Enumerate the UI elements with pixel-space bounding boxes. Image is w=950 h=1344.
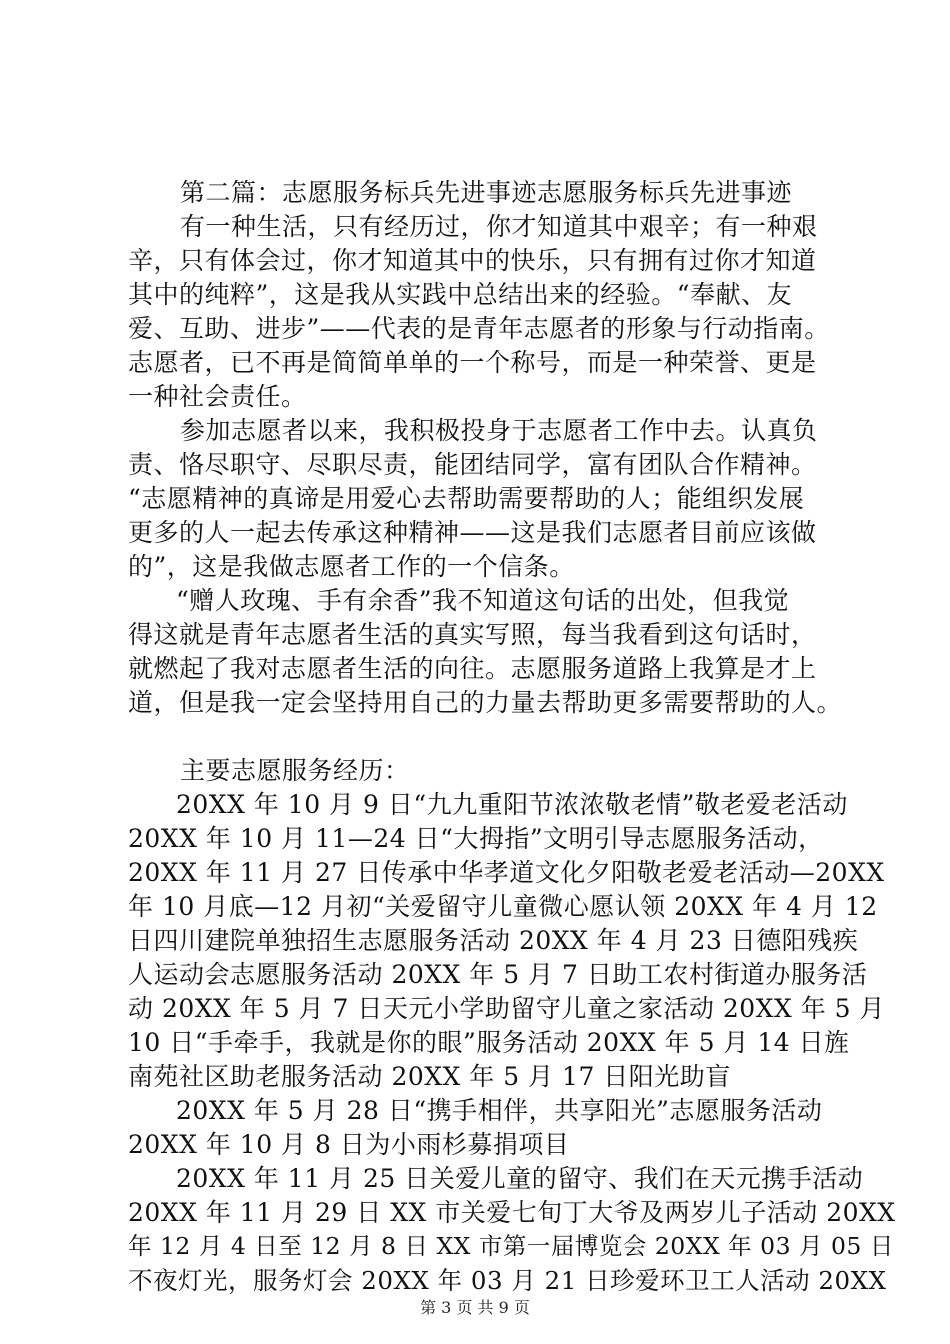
text-line: 20XX 年 10 月 9 日“九九重阳节浓浓敬老情”敬老爱老活动 (176, 790, 848, 819)
text-line: “志愿精神的真谛是用爱心去帮助需要帮助的人；能组织发展 (128, 484, 805, 513)
text-line: 日四川建院单独招生志愿服务活动 20XX 年 4 月 23 日德阳残疾 (128, 926, 859, 955)
text-line: 20XX 年 11 月 29 日 XX 市关爱七旬丁大爷及两岁儿子活动 20XX (128, 1198, 896, 1227)
text-line: 南苑社区助老服务活动 20XX 年 5 月 17 日阳光助盲 (128, 1062, 731, 1091)
text-line: 动 20XX 年 5 月 7 日天元小学助留守儿童之家活动 20XX 年 5 月 (128, 994, 886, 1023)
text-line: 责、恪尽职守、尽职尽责，能团结同学，富有团队合作精神。 (128, 450, 817, 479)
text-line: 参加志愿者以来，我积极投身于志愿者工作中去。认真负 (180, 416, 818, 445)
text-line: “赠人玫瑰、手有余香”我不知道这句话的出处，但我觉 (176, 586, 790, 615)
text-line: 20XX 年 10 月 8 日为小雨杉募捐项目 (128, 1130, 570, 1159)
text-line: 人运动会志愿服务活动 20XX 年 5 月 7 日助工农村街道办服务活 (128, 960, 868, 989)
text-line: 有一种生活，只有经历过，你才知道其中艰辛；有一种艰 (180, 212, 818, 241)
text-line: 年 10 月底—12 月初“关爱留守儿童微心愿认领 20XX 年 4 月 12 (128, 892, 878, 921)
page-number-footer: 第 3 页 共 9 页 (420, 1298, 530, 1317)
text-line: 得这就是青年志愿者生活的真实写照，每当我看到这句话时， (128, 620, 817, 649)
text-line: 年 12 月 4 日至 12 月 8 日 XX 市第一届博览会 20XX 年 03 月 05 日 (128, 1232, 894, 1260)
text-line: 道，但是我一定会坚持用自己的力量去帮助更多需要帮助的人。 (128, 688, 843, 717)
text-line: 其中的纯粹”，这是我从实践中总结出来的经验。“奉献、友 (128, 280, 793, 309)
document-title: 第二篇：志愿服务标兵先进事迹志愿服务标兵先进事迹 (180, 178, 793, 207)
text-line: 爱、互助、进步”——代表的是青年志愿者的形象与行动指南。 (128, 314, 830, 343)
text-line: 更多的人一起去传承这种精神——这是我们志愿者目前应该做 (128, 518, 817, 547)
text-line: 20XX 年 11 月 25 日关爱儿童的留守、我们在天元携手活动 (176, 1164, 864, 1193)
text-line: 20XX 年 11 月 27 日传承中华孝道文化夕阳敬老爱老活动—20XX (128, 858, 885, 887)
text-line: 一种社会责任。 (128, 382, 307, 411)
text-line: 的”，这是我做志愿者工作的一个信条。 (128, 552, 575, 581)
text-line: 10 日“手牵手，我就是你的眼”服务活动 20XX 年 5 月 14 日旌 (128, 1028, 850, 1057)
text-line: 不夜灯光，服务灯会 20XX 年 03 月 21 日珍爱环卫工人活动 20XX (128, 1266, 887, 1295)
text-line: 就燃起了我对志愿者生活的向往。志愿服务道路上我算是才上 (128, 654, 817, 683)
text-line: 20XX 年 10 月 11—24 日“大拇指”文明引导志愿服务活动， (128, 824, 824, 853)
section-heading: 主要志愿服务经历： (180, 756, 410, 785)
text-line: 辛，只有体会过，你才知道其中的快乐，只有拥有过你才知道 (128, 246, 817, 275)
text-line: 20XX 年 5 月 28 日“携手相伴，共享阳光”志愿服务活动 (176, 1096, 823, 1125)
text-line: 志愿者，已不再是简简单单的一个称号，而是一种荣誉、更是 (128, 348, 817, 377)
